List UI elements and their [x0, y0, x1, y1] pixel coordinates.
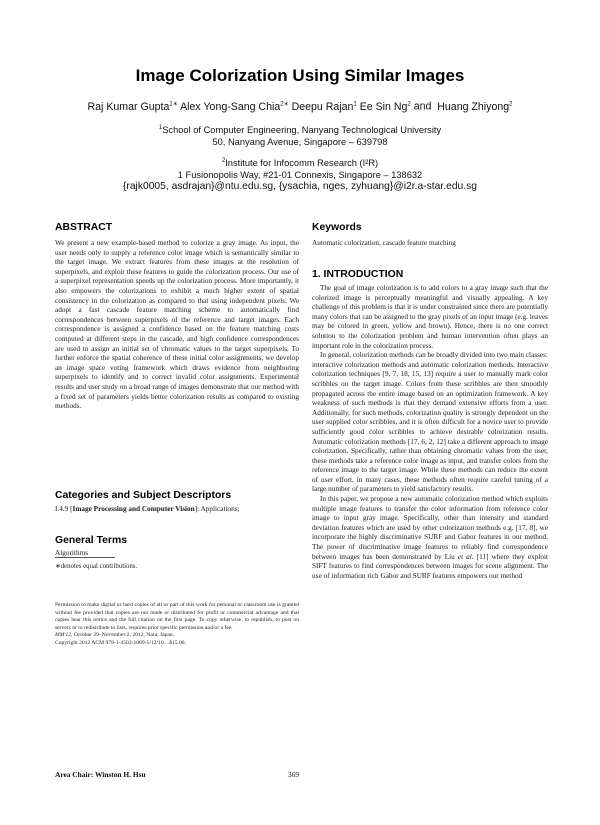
author: Deepu Rajan$^1$: [291, 100, 357, 113]
author-emails: {rajk0005, asdrajan}@ntu.edu.sg, {ysachia, nges, zyhuang}@i2r.a-star.edu.sg: [122, 181, 478, 193]
footnote: ∗denotes equal contributions.: [55, 563, 138, 570]
categories-text: I.4.9 [Image Processing and Computer Vision]: Applications;: [55, 505, 240, 513]
author: Raj Kumar Gupta$^{1∗}$: [87, 100, 178, 113]
introduction-text: [312, 284, 548, 581]
categories-section: [55, 490, 299, 515]
intro-paragraph: In general, colorization methods can be broadly divided into two main classes: interactive colorization methods and automatic colorization methods. Interactive colorization techniques [9, 7, 18, 15, 13] require a user to manually mark color scribbles on the target image. Colors from these scribbles are then smoothly propagated across the entire image based on an optimization framework. A key weakness of such methods is that they demand extensive efforts from a user. Additionally, for such methods, colorization quality is strongly dependent on the user supplied color scribbles, and it is often difficult for a novice user to provide sufficiently good color scribbles to achieve desirable colorization results. Automatic colorization methods [17, 6, 2, 12] take a different approach to image colorization. Specifically, rather than obtaining chromatic values from the user, these methods take a reference color image as input, and transfer colors from the reference image to the target image. While these methods can reduce the extent of user effort, in many cases, these methods often require careful tuning of a large number of parameters to yield satisfactory results.: [312, 351, 548, 494]
abstract-section: [55, 222, 299, 412]
author: Alex Yong-Sang Chia$^{2∗}$: [180, 100, 289, 113]
author-list: Raj Kumar Gupta$^{1∗}$ Alex Yong-Sang Chia$^{2∗}$ Deepu Rajan$^1$ Ee Sin Ng$^2$ and Huang Zhiyong$^2$: [87, 100, 513, 113]
introduction-section: [312, 269, 548, 581]
abstract-heading: ABSTRACT: [55, 222, 113, 233]
keywords-text: Automatic colorization, cascade feature matching: [312, 239, 456, 247]
intro-paragraph: The goal of image colorization is to add colors to a gray image such that the colorized image is perceptually meaningful and visually appealing. A key challenge of this problem is that it is under constrained since there are potentially many colors that can be assigned to the gray pixels of an input image (e.g. leaves may be colored in green, yellow and brown). Hence, there is no one correct solution to the colorization problem and human intervention often plays an important role in the colorization process.: [312, 284, 548, 350]
general-terms-heading: General Terms: [55, 535, 127, 546]
footnote-rule: [55, 557, 115, 558]
general-terms-text: Algorithms: [55, 549, 89, 557]
general-terms-section: [55, 535, 299, 559]
affiliation-1: $^1$School of Computer Engineering, Nanyang Technological University 50, Nanyang Avenue, Singapore – 639798: [158, 125, 442, 147]
author: Ee Sin Ng$^2$: [359, 100, 411, 113]
paper-title: Image Colorization Using Similar Images: [135, 66, 465, 85]
author: Huang Zhiyong$^2$: [437, 100, 513, 113]
page-number: 369: [288, 770, 300, 779]
intro-paragraph: In this paper, we propose a new automatic colorization method which exploits multiple image features to transfer the color information from reference color image to input gray image. Specifically, other than intensity and standard deviation features which are used by other colorization methods e.g. [17, 8], we incorporate the highly discriminative SURF and Gabor features in our method. The power of discriminative image features to reliably find correspondence between images has been demonstrated by Liu et al. [11] where they exploit SIFT features to find correspondences between images for scene alignment. The use of information rich Gabor and SURF features empowers our method: [312, 495, 548, 580]
area-chair-footer: Area Chair: Winston H. Hsu: [55, 770, 146, 779]
introduction-heading: 1. INTRODUCTION: [312, 269, 404, 280]
keywords-heading: Keywords: [312, 222, 362, 233]
affiliation-2: $^2$Institute for Infocomm Research (I²R) 1 Fusionopolis Way, #21-01 Connexis, Singapore – 138632 {rajk0005, asdrajan}@ntu.edu.sg, {ysachia, nges, zyhuang}@i2r.a-star.edu.sg: [0, 156, 600, 194]
keywords-section: [312, 222, 548, 249]
abstract-text: We present a new example-based method to colorize a gray image. As input, the user needs only to supply a reference color image which is semantically similar to the target image. We extract features from these images at the resolution of superpixels, and exploit these features to guide the colorization process. Our use of a superpixel representation speeds up the colorization process. More importantly, it also empowers the colorizations to exhibit a much higher extent of spatial consistency in the colorization as compared to that using independent pixels. We adopt a fast cascade feature matching scheme to automatically find correspondences between superpixels of the reference and target images. Each correspondence is assigned a confidence based on the feature matching costs computed at different steps in the cascade, and high confidence correspondences are used to assign an initial set of chromatic values to the target superpixels. To further enforce the spatial coherence of these initial color assignments, we develop an image space voting framework which draws evidence from neighboring superpixels to identify and to correct invalid color assignments. Experimental results and user study on a broad range of images demonstrate that our method with a fixed set of parameters yields better colorization results as compared to existing methods.: [55, 239, 299, 411]
permission-notice: Permission to make digital or hard copies of all or part of this work for personal or classroom use is granted without fee provided that copies are not made or distributed for profit or commercial advantage and that copies bear this notice and the full citation on the first page. To copy otherwise, to republish, to post on servers or to redistribute to lists, requires prior specific permission and/or a fee. MM'12, October 29–November 2, 2012, Nara, Japan. Copyright 2012 ACM 978-1-4503-1089-5/12/10 ...$15.00.: [55, 602, 299, 646]
categories-heading: Categories and Subject Descriptors: [55, 490, 232, 501]
